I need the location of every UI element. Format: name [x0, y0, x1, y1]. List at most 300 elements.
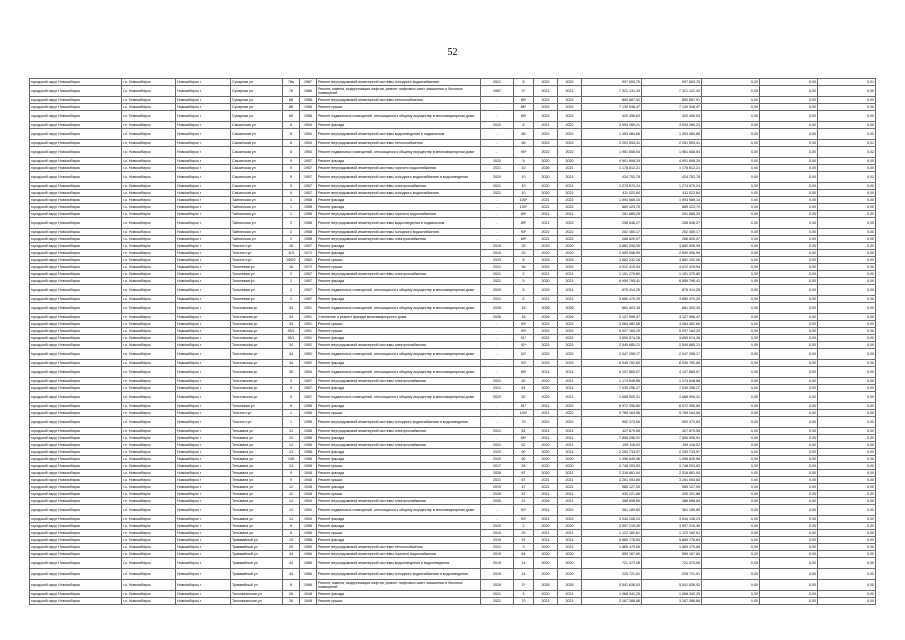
cell-cost-total: 2 316 661,94 [582, 470, 642, 477]
cell-street: Сакзитская ул [231, 165, 283, 172]
cell-year: 1972 [300, 264, 317, 271]
cell-c3: 0,00 [818, 328, 876, 335]
table-row [30, 190, 876, 197]
cell-works: Ремонт подвальных помещений, относящихся к общему имуществу в многоквартирном доме [317, 285, 481, 296]
cell-c1: 0,00 [702, 367, 760, 378]
table-row [30, 257, 876, 264]
cell-locality: г.о. Новосибирск [122, 456, 176, 463]
cell-settlement: Новосибирск г [176, 321, 231, 328]
cell-settlement: Новосибирск г [176, 463, 231, 470]
cell-c2: 0,00 [760, 484, 818, 491]
cell-year-plan: 2021 [481, 271, 514, 278]
cell-end: 2021 [558, 442, 582, 449]
cell-works: Ремонт крыши [317, 104, 481, 111]
cell-c1: 0,00 [702, 410, 760, 417]
cell-end: 2022 [558, 516, 582, 523]
table-row [30, 591, 876, 598]
cell-c2: 0,00 [760, 257, 818, 264]
cell-year: 1959 [300, 544, 317, 551]
cell-year: 1958 [300, 211, 317, 218]
cell-end: 2021 [558, 183, 582, 190]
cell-district: городской округ Новосибирск [30, 122, 122, 129]
cell-street: Тельмана ул [231, 463, 283, 470]
cell-house: 2 [283, 218, 300, 229]
cell-street: Тельмана ул [231, 449, 283, 456]
cell-works: Ремонт внутридомовой инженерной системы теплоснабжения [317, 97, 481, 104]
cell-cost-fund: 7 139 548,47 [642, 104, 702, 111]
cell-settlement: Новосибирск г [176, 165, 231, 172]
cell-settlement: Новосибирск г [176, 129, 231, 140]
cell-cost-total: 3 680 470,29 [582, 296, 642, 303]
cell-c2: 0,00 [760, 190, 818, 197]
cell-locality: г.о. Новосибирск [122, 285, 176, 296]
cell-house: 1 [283, 197, 300, 204]
cell-hours: 85* [514, 97, 534, 104]
cell-hours: 61 [514, 385, 534, 392]
cell-works: Ремонт крыши [317, 257, 481, 264]
table-row [30, 197, 876, 204]
cell-works: Ремонт внутридомовой инженерной системы электроснабжения [317, 428, 481, 435]
cell-end: 2026 [558, 303, 582, 314]
cell-end: 2022 [558, 321, 582, 328]
cell-start: 2026 [534, 165, 558, 172]
cell-hours: 3 [514, 591, 534, 598]
cell-house: 34 [283, 349, 300, 360]
cell-c2: 0,00 [760, 236, 818, 243]
cell-settlement: Новосибирск г [176, 491, 231, 498]
cell-street: Сакзитская ул [231, 172, 283, 183]
table-row [30, 598, 876, 605]
cell-c3: 0,00 [818, 236, 876, 243]
cell-cost-fund: 8 972 096,80 [642, 403, 702, 410]
cell-locality: г.о. Новосибирск [122, 378, 176, 385]
cell-cost-fund: 266 820,07 [642, 236, 702, 243]
cell-street: Тельмана ул [231, 470, 283, 477]
cell-works: Ремонт фасада [317, 516, 481, 523]
cell-district: городской округ Новосибирск [30, 558, 122, 569]
cell-cost-total: 681 403,35 [582, 303, 642, 314]
cell-cost-fund: 890 687,91 [642, 97, 702, 104]
cell-house: 2 [283, 229, 300, 236]
cell-cost-fund: 1 453 484,66 [642, 129, 702, 140]
cell-street: Сухарная ул [231, 104, 283, 111]
cell-cost-fund: 8 049 782,80 [642, 360, 702, 367]
cell-house: 6 [283, 147, 300, 158]
cell-c1: 0,00 [702, 417, 760, 428]
cell-year-plan: 2029 [481, 392, 514, 403]
cell-house: 34 [283, 303, 300, 314]
cell-district: городской округ Новосибирск [30, 456, 122, 463]
cell-c3: 0,00 [818, 385, 876, 392]
cell-year-plan: 2021 [481, 190, 514, 197]
cell-settlement: Новосибирск г [176, 360, 231, 367]
cell-locality: г.о. Новосибирск [122, 243, 176, 250]
cell-c2: 0,00 [760, 477, 818, 484]
cell-c1: 0,00 [702, 428, 760, 435]
cell-start: 2020 [534, 463, 558, 470]
cell-year: 1954 [300, 505, 317, 516]
cell-district: городской округ Новосибирск [30, 236, 122, 243]
cell-street: Тельмана ул [231, 477, 283, 484]
cell-hours: 85* [514, 111, 534, 122]
cell-settlement: Новосибирск г [176, 211, 231, 218]
cell-hours: 8 [514, 257, 534, 264]
cell-c2: 0,00 [760, 197, 818, 204]
cell-works: Ремонт, замена, модернизация лифтов, ремонт лифтовых шахт, машинных и блочных помещений [317, 580, 481, 591]
cell-street: Тихоокеанская ул [231, 598, 283, 605]
cell-end: 2021 [558, 211, 582, 218]
cell-c2: 0,00 [760, 129, 818, 140]
cell-year-plan: - [481, 104, 514, 111]
cell-c1: 0,00 [702, 172, 760, 183]
cell-cost-fund: 3 659 574,26 [642, 335, 702, 342]
cell-c3: 0,00 [818, 367, 876, 378]
cell-hours: 92* [514, 505, 534, 516]
cell-year: 1954 [300, 129, 317, 140]
cell-c3: 0,00 [818, 544, 876, 551]
cell-year-plan: 2019 [481, 530, 514, 537]
cell-cost-total: 159 116,02 [582, 442, 642, 449]
cell-c2: 0,00 [760, 591, 818, 598]
cell-year-plan: 2020 [481, 523, 514, 530]
cell-year-plan: - [481, 197, 514, 204]
table-row [30, 367, 876, 378]
cell-start: 2021 [534, 537, 558, 544]
cell-c1: 0,00 [702, 530, 760, 537]
cell-cost-fund: 2 251 593,41 [642, 140, 702, 147]
cell-year-plan: - [481, 410, 514, 417]
cell-start: 2020 [534, 544, 558, 551]
cell-locality: г.о. Новосибирск [122, 229, 176, 236]
cell-settlement: Новосибирск г [176, 342, 231, 349]
cell-works: Ремонт внутридомовой инженерной системы горячего водоснабжения [317, 165, 481, 172]
cell-street: Толстовская ул [231, 303, 283, 314]
cell-locality: г.о. Новосибирск [122, 505, 176, 516]
cell-c2: 0,00 [760, 385, 818, 392]
cell-cost-total: 2 690 056,99 [582, 250, 642, 257]
cell-settlement: Новосибирск г [176, 328, 231, 335]
cell-house: 8б [283, 104, 300, 111]
cell-start: 2020 [534, 456, 558, 463]
cell-start: 2022 [534, 147, 558, 158]
cell-street: Толстого ул [231, 250, 283, 257]
cell-house: 78 [283, 86, 300, 97]
cell-house: 9 [283, 183, 300, 190]
cell-cost-total: 992 373,69 [582, 417, 642, 428]
cell-district: городской округ Новосибирск [30, 147, 122, 158]
cell-start: 2026 [534, 314, 558, 321]
cell-house: 35/1 [283, 328, 300, 335]
table-row [30, 140, 876, 147]
cell-district: городской округ Новосибирск [30, 111, 122, 122]
cell-settlement: Новосибирск г [176, 296, 231, 303]
cell-district: городской округ Новосибирск [30, 530, 122, 537]
cell-cost-fund: 4 012 419,94 [642, 264, 702, 271]
cell-c1: 0,00 [702, 140, 760, 147]
cell-year-plan: 2023 [481, 257, 514, 264]
cell-end: 2021 [558, 484, 582, 491]
cell-year: 1966 [300, 551, 317, 558]
cell-house: 9 [283, 470, 300, 477]
cell-year: 1958 [300, 435, 317, 442]
table-row [30, 129, 876, 140]
cell-hours: 67 [514, 477, 534, 484]
table-row [30, 165, 876, 172]
cell-year-plan: 2020 [481, 456, 514, 463]
cell-year: 1951 [300, 328, 317, 335]
cell-c1: 0,00 [702, 314, 760, 321]
cell-c2: 0,00 [760, 86, 818, 97]
cell-c1: 0,00 [702, 403, 760, 410]
cell-settlement: Новосибирск г [176, 544, 231, 551]
cell-cost-total: 3 748 203,83 [582, 463, 642, 470]
cell-works: Ремонт крыши [317, 491, 481, 498]
table-row [30, 378, 876, 385]
cell-district: городской округ Новосибирск [30, 140, 122, 147]
table-row [30, 551, 876, 558]
cell-works: Ремонт подвальных помещений, относящихся к общему имуществу в многоквартирном доме [317, 147, 481, 158]
cell-locality: г.о. Новосибирск [122, 140, 176, 147]
cell-settlement: Новосибирск г [176, 314, 231, 321]
cell-settlement: Новосибирск г [176, 183, 231, 190]
cell-district: городской округ Новосибирск [30, 392, 122, 403]
cell-works: Ремонт подвальных помещений, относящихся к общему имуществу в многоквартирном доме [317, 367, 481, 378]
cell-year-plan: 2020 [481, 172, 514, 183]
cell-cost-total: 3 862 232,26 [582, 257, 642, 264]
cell-cost-total: 2 251 593,41 [582, 140, 642, 147]
cell-c1: 0,00 [702, 484, 760, 491]
cell-works: Ремонт внутридомовой инженерной системы электроснабжения [317, 442, 481, 449]
cell-locality: г.о. Новосибирск [122, 211, 176, 218]
cell-year: 1948 [300, 491, 317, 498]
cell-year-plan: - [481, 218, 514, 229]
cell-c3: 0,00 [818, 410, 876, 417]
cell-c3: 0,00 [818, 551, 876, 558]
cell-cost-total: 225 721,51 [582, 569, 642, 580]
cell-end: 2020 [558, 243, 582, 250]
cell-district: городской округ Новосибирск [30, 257, 122, 264]
cell-works: Ремонт фасада [317, 449, 481, 456]
cell-locality: г.о. Новосибирск [122, 385, 176, 392]
cell-end: 2022 [558, 147, 582, 158]
cell-settlement: Новосибирск г [176, 505, 231, 516]
cell-house: 1 [283, 204, 300, 211]
cell-works: Ремонт внутридомовой инженерной системы холодного водоснабжения [317, 190, 481, 197]
cell-c1: 0,00 [702, 197, 760, 204]
cell-house: 14 [283, 505, 300, 516]
cell-settlement: Новосибирск г [176, 498, 231, 505]
cell-cost-total: 258 646,27 [582, 218, 642, 229]
cell-cost-total: 1 151 279,80 [582, 271, 642, 278]
cell-settlement: Новосибирск г [176, 218, 231, 229]
cell-settlement: Новосибирск г [176, 79, 231, 86]
cell-c2: 0,00 [760, 378, 818, 385]
cell-year: 1952 [300, 360, 317, 367]
cell-cost-fund: 985 127,05 [642, 484, 702, 491]
cell-c2: 0,00 [760, 537, 818, 544]
cell-start: 2020 [534, 250, 558, 257]
cell-c2: 0,00 [760, 278, 818, 285]
cell-c3: 0,00 [818, 111, 876, 122]
cell-start: 2021 [534, 435, 558, 442]
cell-c2: 0,00 [760, 544, 818, 551]
cell-end: 2020 [558, 463, 582, 470]
cell-house: 15 [283, 537, 300, 544]
cell-house: 34 [283, 321, 300, 328]
cell-end: 2022 [558, 197, 582, 204]
cell-c2: 0,00 [760, 449, 818, 456]
cell-locality: г.о. Новосибирск [122, 484, 176, 491]
cell-year-plan: - [481, 435, 514, 442]
cell-locality: г.о. Новосибирск [122, 204, 176, 211]
cell-cost-fund: 251 685,25 [642, 211, 702, 218]
cell-street: Трамвайный ул [231, 569, 283, 580]
table-row [30, 335, 876, 342]
cell-district: городской округ Новосибирск [30, 516, 122, 523]
cell-works: Ремонт фасада [317, 360, 481, 367]
cell-year: 1958 [300, 403, 317, 410]
table-row [30, 122, 876, 129]
cell-house: 9 [283, 190, 300, 197]
cell-start: 2021 [534, 530, 558, 537]
cell-year: 1957 [300, 172, 317, 183]
cell-district: городской округ Новосибирск [30, 285, 122, 296]
cell-cost-fund: 2 047 258,17 [642, 349, 702, 360]
cell-start: 2020 [534, 385, 558, 392]
cell-c2: 0,00 [760, 569, 818, 580]
cell-year-plan: 2021 [481, 165, 514, 172]
cell-year-plan: 2021 [481, 428, 514, 435]
cell-hours: 92* [514, 349, 534, 360]
cell-hours: 8 [514, 122, 534, 129]
cell-c3: 0,00 [818, 428, 876, 435]
cell-c3: 0,00 [818, 537, 876, 544]
cell-locality: г.о. Новосибирск [122, 79, 176, 86]
cell-c1: 0,00 [702, 558, 760, 569]
cell-c1: 0,00 [702, 378, 760, 385]
cell-house: 36 [283, 367, 300, 378]
table-row [30, 236, 876, 243]
cell-street: Толстовская ул [231, 314, 283, 321]
cell-end: 2020 [558, 551, 582, 558]
cell-settlement: Новосибирск г [176, 417, 231, 428]
cell-start: 2020 [534, 591, 558, 598]
cell-start: 2021 [534, 218, 558, 229]
cell-hours: 31 [514, 498, 534, 505]
cell-cost-total: 1 453 484,66 [582, 129, 642, 140]
cell-c1: 0,00 [702, 328, 760, 335]
cell-district: городской округ Новосибирск [30, 314, 122, 321]
cell-house: 26 [283, 544, 300, 551]
cell-house: 44 [283, 551, 300, 558]
cell-end: 2020 [558, 558, 582, 569]
cell-district: городской округ Новосибирск [30, 243, 122, 250]
cell-c3: 0,00 [818, 285, 876, 296]
cell-c1: 0,00 [702, 591, 760, 598]
cell-house: 34 [283, 314, 300, 321]
cell-end: 2022 [558, 403, 582, 410]
cell-c2: 0,00 [760, 435, 818, 442]
cell-end: 2021 [558, 278, 582, 285]
cell-c1: 0,00 [702, 147, 760, 158]
cell-year-plan: - [481, 367, 514, 378]
cell-c2: 0,00 [760, 498, 818, 505]
cell-district: городской округ Новосибирск [30, 86, 122, 97]
cell-cost-fund: 252 450,17 [642, 229, 702, 236]
cell-start: 2022 [534, 97, 558, 104]
cell-district: городской округ Новосибирск [30, 537, 122, 544]
cell-cost-fund: 4 901 898,29 [642, 158, 702, 165]
cell-settlement: Новосибирск г [176, 367, 231, 378]
cell-end: 2022 [558, 342, 582, 349]
cell-district: городской округ Новосибирск [30, 598, 122, 605]
cell-works: Ремонт внутридомовой инженерной системы горячего водоснабжения [317, 551, 481, 558]
cell-district: городской округ Новосибирск [30, 97, 122, 104]
cell-cost-total: 251 685,25 [582, 211, 642, 218]
cell-cost-fund: 3 862 232,26 [642, 257, 702, 264]
cell-district: городской округ Новосибирск [30, 580, 122, 591]
cell-end: 2021 [558, 449, 582, 456]
cell-year: 1958 [300, 229, 317, 236]
cell-locality: г.о. Новосибирск [122, 516, 176, 523]
cell-locality: г.о. Новосибирск [122, 104, 176, 111]
cell-c1: 0,00 [702, 111, 760, 122]
cell-cost-total: 9 769 164,56 [582, 410, 642, 417]
cell-district: городской округ Новосибирск [30, 335, 122, 342]
cell-end: 2021 [558, 296, 582, 303]
cell-settlement: Новосибирск г [176, 122, 231, 129]
cell-c2: 0,00 [760, 79, 818, 86]
cell-district: городской округ Новосибирск [30, 378, 122, 385]
cell-c3: 0,00 [818, 211, 876, 218]
cell-house: 13 [283, 463, 300, 470]
cell-end: 2021 [558, 165, 582, 172]
cell-c2: 0,00 [760, 303, 818, 314]
cell-cost-fund: 3 044 108,23 [642, 516, 702, 523]
cell-street: Толстовская ул [231, 335, 283, 342]
cell-works: Ремонт крыши [317, 477, 481, 484]
cell-start: 2020 [534, 158, 558, 165]
cell-start: 2021 [534, 491, 558, 498]
cell-street: Сакзитская ул [231, 183, 283, 190]
cell-locality: г.о. Новосибирск [122, 86, 176, 97]
cell-cost-total: 5 027 164,20 [582, 328, 642, 335]
cell-street: Трамвайный ул [231, 537, 283, 544]
cell-c3: 0,00 [818, 449, 876, 456]
cell-year: 1958 [300, 197, 317, 204]
cell-street: Тельмана ул [231, 456, 283, 463]
cell-works: Утепление и ремонт фасада многоквартирного дома [317, 314, 481, 321]
cell-c2: 0,00 [760, 264, 818, 271]
cell-locality: г.о. Новосибирск [122, 598, 176, 605]
table-row [30, 385, 876, 392]
cell-works: Ремонт фасада [317, 197, 481, 204]
cell-year: 1954 [300, 498, 317, 505]
cell-cost-total: 2 259 733,97 [582, 449, 642, 456]
cell-house: 13 [283, 449, 300, 456]
cell-hours: 93* [514, 321, 534, 328]
cell-cost-total: 2 047 258,17 [582, 349, 642, 360]
cell-c3: 0,00 [818, 484, 876, 491]
cell-cost-total: 7 139 548,47 [582, 104, 642, 111]
cell-hours: 14 [514, 569, 534, 580]
cell-district: городской округ Новосибирск [30, 498, 122, 505]
cell-hours: 16 [514, 314, 534, 321]
cell-c1: 0,00 [702, 435, 760, 442]
cell-cost-fund: 681 403,35 [642, 303, 702, 314]
cell-end: 2026 [558, 580, 582, 591]
cell-end: 2022 [558, 140, 582, 147]
